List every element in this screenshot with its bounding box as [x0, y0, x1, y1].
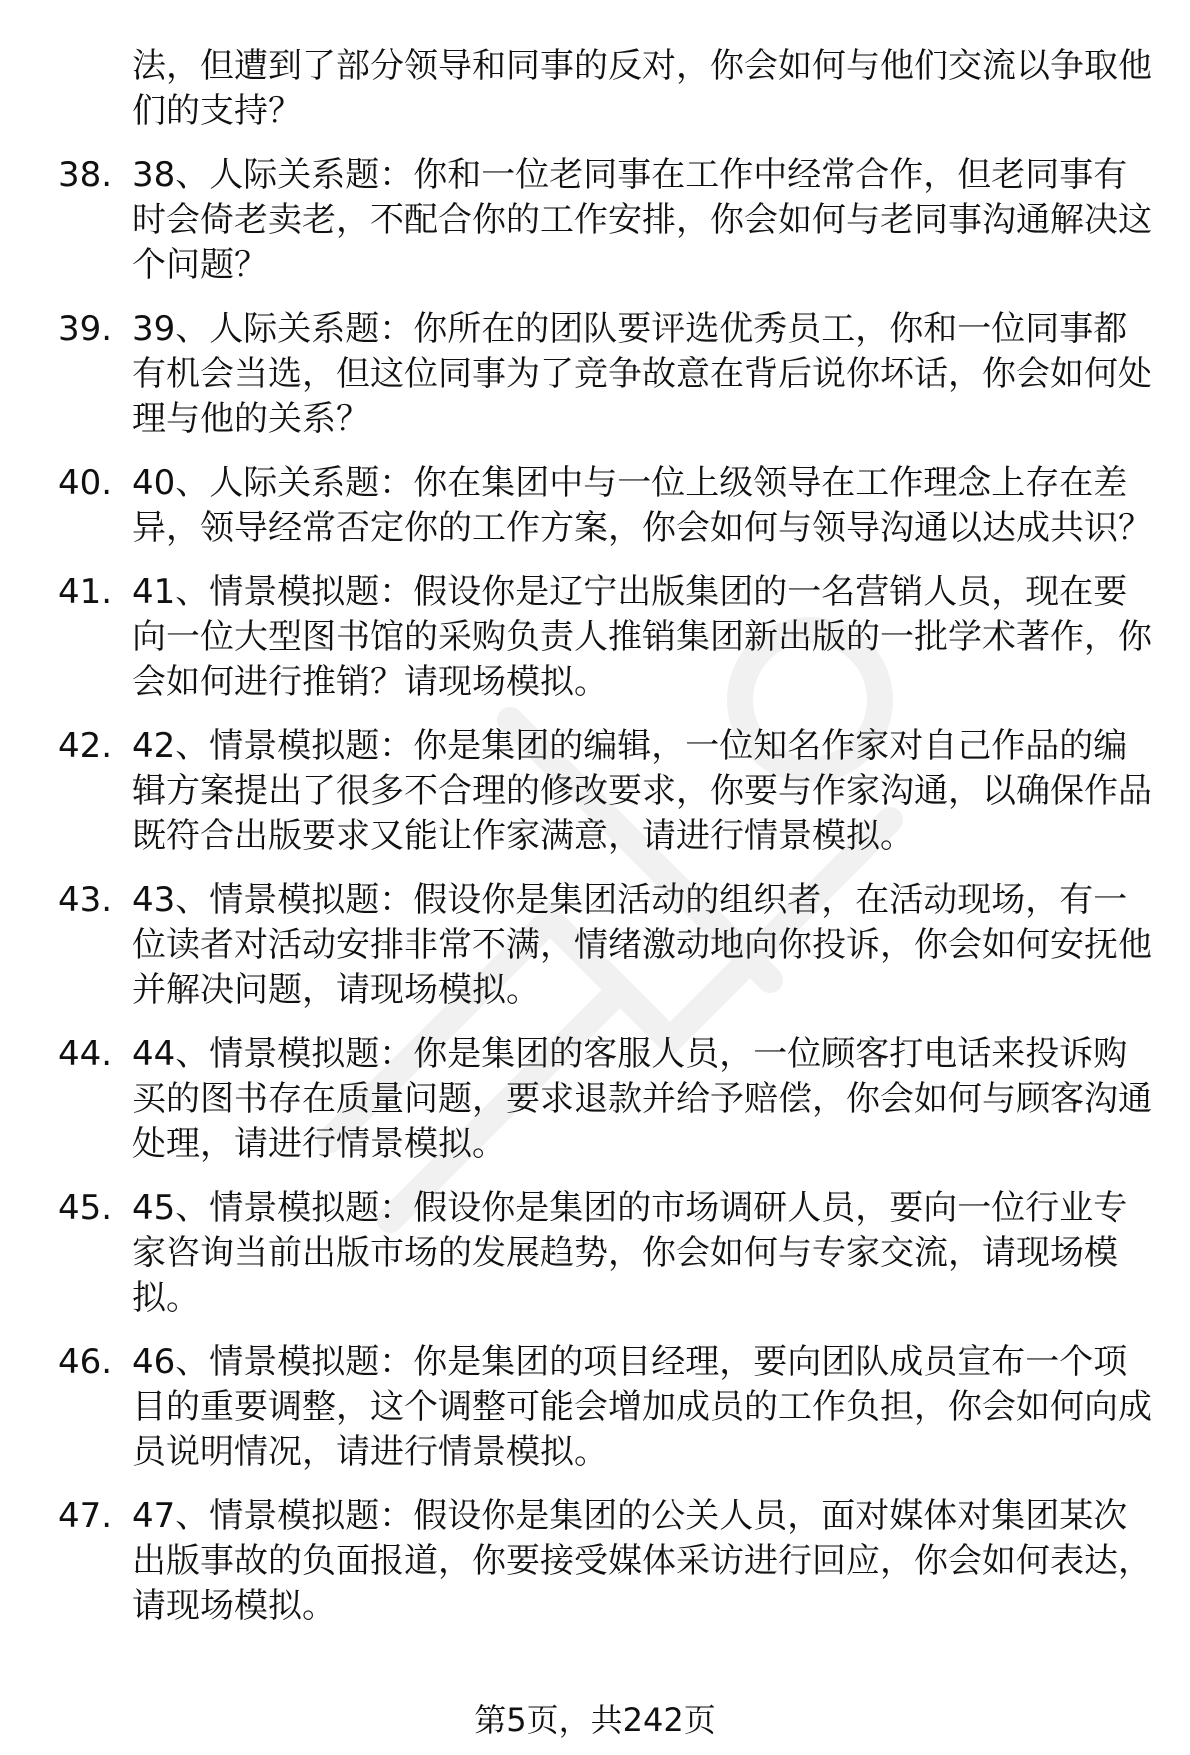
question-text: 46、情景模拟题：你是集团的项目经理，要向团队成员宣布一个项目的重要调整，这个调整可能会增加成员的工作负担，你会如何向成员说明情况，请进行情景模拟。	[132, 1342, 1152, 1472]
continued-question-text: 法，但遭到了部分领导和同事的反对，你会如何与他们交流以争取他们的支持？	[132, 46, 1152, 131]
question-text: 42、情景模拟题：你是集团的编辑，一位知名作家对自己作品的编辑方案提出了很多不合理的修改要求，你要与作家沟通，以确保作品既符合出版要求又能让作家满意，请进行情景模拟。	[132, 726, 1152, 856]
list-item	[0, 1186, 1190, 1321]
question-list	[0, 44, 1190, 1629]
question-text: 44、情景模拟题：你是集团的客服人员，一位顾客打电话来投诉购买的图书存在质量问题，要求退款并给予赔偿，你会如何与顾客沟通处理，请进行情景模拟。	[132, 1034, 1152, 1164]
list-item	[0, 724, 1190, 859]
list-item	[0, 461, 1190, 551]
question-text: 41、情景模拟题：假设你是辽宁出版集团的一名营销人员，现在要向一位大型图书馆的采购负责人推销集团新出版的一批学术著作，你会如何进行推销？请现场模拟。	[132, 572, 1152, 702]
list-item	[0, 570, 1190, 705]
question-number: 47.	[58, 1496, 113, 1536]
question-number: 44.	[58, 1034, 113, 1074]
question-number: 38.	[58, 155, 113, 195]
question-number: 43.	[58, 880, 113, 920]
question-number: 41.	[58, 572, 113, 612]
question-number: 39.	[58, 309, 113, 349]
list-item	[0, 1494, 1190, 1629]
list-item	[0, 153, 1190, 288]
question-text: 39、人际关系题：你所在的团队要评选优秀员工，你和一位同事都有机会当选，但这位同事为了竞争故意在背后说你坏话，你会如何处理与他的关系？	[132, 309, 1152, 439]
list-item	[0, 1340, 1190, 1475]
question-number: 40.	[58, 463, 113, 503]
list-item	[0, 878, 1190, 1013]
question-text: 45、情景模拟题：假设你是集团的市场调研人员，要向一位行业专家咨询当前出版市场的发展趋势，你会如何与专家交流，请现场模拟。	[132, 1188, 1128, 1318]
question-text: 40、人际关系题：你在集团中与一位上级领导在工作理念上存在差异，领导经常否定你的工作方案，你会如何与领导沟通以达成共识？	[132, 463, 1152, 548]
question-number: 45.	[58, 1188, 113, 1228]
page-footer: 第5页，共242页	[474, 1701, 716, 1739]
list-item	[0, 1032, 1190, 1167]
question-text: 38、人际关系题：你和一位老同事在工作中经常合作，但老同事有时会倚老卖老，不配合你的工作安排，你会如何与老同事沟通解决这个问题？	[132, 155, 1152, 285]
question-text: 43、情景模拟题：假设你是集团活动的组织者，在活动现场，有一位读者对活动安排非常不满，情绪激动地向你投诉，你会如何安抚他并解决问题，请现场模拟。	[132, 880, 1152, 1010]
question-number: 42.	[58, 726, 113, 766]
question-text: 47、情景模拟题：假设你是集团的公关人员，面对媒体对集团某次出版事故的负面报道，你要接受媒体采访进行回应，你会如何表达，请现场模拟。	[132, 1496, 1152, 1626]
list-item	[0, 307, 1190, 442]
question-number: 46.	[58, 1342, 113, 1382]
